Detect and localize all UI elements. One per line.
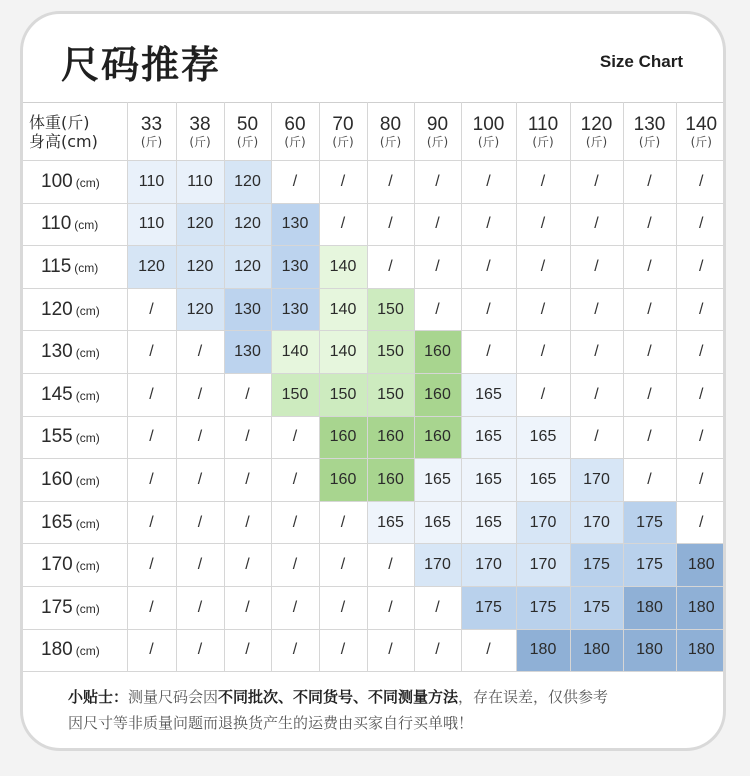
empty-size-cell: / (127, 501, 176, 544)
height-unit: (cm) (75, 346, 100, 361)
table-row (23, 586, 726, 629)
empty-size-cell: / (414, 288, 461, 331)
empty-size-cell: / (176, 373, 224, 416)
size-cell: 165 (414, 459, 461, 502)
weight-value: 80 (379, 113, 402, 135)
empty-size-cell: / (176, 459, 224, 502)
height-unit: (cm) (75, 601, 100, 616)
empty-size-cell: / (271, 501, 319, 544)
size-cell: 175 (461, 586, 516, 629)
empty-size-cell: / (676, 246, 726, 289)
size-cell: 165 (414, 501, 461, 544)
empty-size-cell: / (319, 501, 367, 544)
empty-size-cell: / (271, 629, 319, 672)
height-header-cell (23, 501, 127, 544)
size-cell: 130 (224, 288, 271, 331)
size-cell: 130 (271, 288, 319, 331)
size-cell: 160 (367, 459, 414, 502)
size-cell: 160 (367, 416, 414, 459)
size-cell: 120 (176, 203, 224, 246)
empty-size-cell: / (676, 203, 726, 246)
empty-size-cell: / (570, 416, 623, 459)
tips-lead: 小贴士： (68, 688, 129, 706)
weight-value: 33 (140, 113, 163, 135)
corner-header (23, 103, 127, 161)
empty-size-cell: / (176, 544, 224, 587)
empty-size-cell: / (516, 161, 570, 204)
size-cell: 150 (271, 373, 319, 416)
empty-size-cell: / (623, 373, 676, 416)
weight-unit: (斤) (236, 134, 259, 149)
weight-header-cell (271, 103, 319, 161)
empty-size-cell: / (367, 629, 414, 672)
size-chart-card (20, 11, 726, 751)
empty-size-cell: / (319, 629, 367, 672)
size-cell: 150 (367, 331, 414, 374)
empty-size-cell: / (367, 586, 414, 629)
tips-note (68, 684, 698, 736)
empty-size-cell: / (127, 544, 176, 587)
empty-size-cell: / (516, 331, 570, 374)
size-cell: 150 (319, 373, 367, 416)
weight-unit: (斤) (284, 134, 306, 149)
empty-size-cell: / (623, 246, 676, 289)
empty-size-cell: / (676, 459, 726, 502)
empty-size-cell: / (176, 501, 224, 544)
height-header-cell (23, 161, 127, 204)
height-value: 120 (41, 298, 73, 320)
height-axis-label: 身高(cm) (29, 131, 98, 151)
weight-unit: (斤) (140, 134, 163, 149)
size-cell: 110 (127, 203, 176, 246)
size-cell: 180 (623, 629, 676, 672)
empty-size-cell: / (676, 373, 726, 416)
size-cell: 180 (676, 629, 726, 672)
weight-value: 120 (580, 113, 613, 135)
weight-header-cell (319, 103, 367, 161)
empty-size-cell: / (623, 416, 676, 459)
empty-size-cell: / (461, 288, 516, 331)
empty-size-cell: / (319, 586, 367, 629)
empty-size-cell: / (570, 246, 623, 289)
height-value: 130 (41, 341, 73, 363)
height-header-cell (23, 331, 127, 374)
height-unit: (cm) (75, 388, 100, 403)
size-cell: 160 (414, 416, 461, 459)
height-value: 175 (41, 596, 73, 618)
empty-size-cell: / (224, 629, 271, 672)
page-title: 尺码推荐 (61, 43, 222, 87)
size-cell: 150 (367, 288, 414, 331)
empty-size-cell: / (319, 544, 367, 587)
empty-size-cell: / (676, 501, 726, 544)
empty-size-cell: / (271, 544, 319, 587)
height-value: 165 (41, 511, 73, 533)
empty-size-cell: / (224, 373, 271, 416)
size-cell: 130 (271, 246, 319, 289)
table-row (23, 373, 726, 416)
weight-header-cell (224, 103, 271, 161)
empty-size-cell: / (461, 629, 516, 672)
tips-text-1: 测量尺码会因 (128, 688, 219, 706)
height-header-cell (23, 459, 127, 502)
size-cell: 120 (224, 246, 271, 289)
empty-size-cell: / (570, 373, 623, 416)
empty-size-cell: / (127, 373, 176, 416)
empty-size-cell: / (461, 331, 516, 374)
empty-size-cell: / (224, 586, 271, 629)
size-cell: 120 (176, 288, 224, 331)
height-header-cell (23, 373, 127, 416)
size-cell: 140 (319, 331, 367, 374)
empty-size-cell: / (570, 161, 623, 204)
weight-value: 110 (527, 113, 559, 135)
empty-size-cell: / (319, 203, 367, 246)
height-value: 180 (41, 639, 73, 661)
empty-size-cell: / (516, 246, 570, 289)
height-header-cell (23, 586, 127, 629)
height-header-cell (23, 246, 127, 289)
height-header-cell (23, 544, 127, 587)
empty-size-cell: / (224, 416, 271, 459)
height-value: 155 (41, 426, 73, 448)
empty-size-cell: / (623, 459, 676, 502)
table-row (23, 288, 726, 331)
size-cell: 130 (271, 203, 319, 246)
empty-size-cell: / (414, 203, 461, 246)
size-table (23, 102, 726, 672)
weight-header-cell (570, 103, 623, 161)
size-cell: 175 (623, 501, 676, 544)
table-row (23, 416, 726, 459)
empty-size-cell: / (676, 161, 726, 204)
height-value: 115 (41, 255, 72, 277)
weight-value: 60 (284, 113, 306, 135)
weight-unit: (斤) (379, 134, 402, 149)
size-cell: 160 (414, 331, 461, 374)
empty-size-cell: / (623, 161, 676, 204)
weight-header-cell (461, 103, 516, 161)
empty-size-cell: / (461, 246, 516, 289)
empty-size-cell: / (461, 203, 516, 246)
height-unit: (cm) (74, 218, 99, 233)
height-value: 160 (41, 468, 73, 490)
weight-value: 70 (332, 113, 354, 135)
weight-unit: (斤) (477, 134, 500, 149)
weight-header-cell (176, 103, 224, 161)
size-cell: 170 (570, 501, 623, 544)
empty-size-cell: / (224, 501, 271, 544)
empty-size-cell: / (623, 203, 676, 246)
weight-value: 50 (236, 113, 259, 135)
weight-header-cell (367, 103, 414, 161)
table-row (23, 331, 726, 374)
weight-unit: (斤) (189, 134, 211, 149)
weight-value: 140 (685, 113, 718, 135)
height-value: 170 (41, 554, 73, 576)
page-subtitle: Size Chart (599, 52, 683, 71)
table-row (23, 161, 726, 204)
weight-unit: (斤) (332, 134, 354, 149)
size-cell: 140 (319, 288, 367, 331)
weight-unit: (斤) (638, 134, 661, 149)
height-header-cell (23, 629, 127, 672)
height-value: 110 (41, 213, 72, 235)
height-unit: (cm) (74, 260, 99, 275)
weight-value: 90 (426, 113, 449, 135)
empty-size-cell: / (127, 629, 176, 672)
empty-size-cell: / (127, 288, 176, 331)
height-header-cell (23, 288, 127, 331)
weight-unit: (斤) (532, 134, 554, 149)
empty-size-cell: / (461, 161, 516, 204)
size-cell: 170 (570, 459, 623, 502)
empty-size-cell: / (127, 331, 176, 374)
size-cell: 120 (176, 246, 224, 289)
empty-size-cell: / (623, 288, 676, 331)
tips-text-2: ，存在误差，仅供参考 (458, 688, 609, 706)
empty-size-cell: / (176, 586, 224, 629)
size-cell: 175 (623, 544, 676, 587)
empty-size-cell: / (271, 416, 319, 459)
empty-size-cell: / (570, 331, 623, 374)
tips-emphasis: 不同批次、不同货号、不同测量方法 (218, 688, 459, 706)
empty-size-cell: / (127, 586, 176, 629)
empty-size-cell: / (127, 416, 176, 459)
weight-header-cell (414, 103, 461, 161)
weight-header-cell (516, 103, 570, 161)
table-row (23, 629, 726, 672)
table-row (23, 203, 726, 246)
tips-text-3: 因尺寸等非质量问题而退换货产生的运费由买家自行买单哦！ (68, 714, 474, 732)
size-cell: 165 (461, 459, 516, 502)
size-cell: 120 (224, 161, 271, 204)
size-cell: 130 (224, 331, 271, 374)
size-cell: 165 (516, 459, 570, 502)
size-cell: 175 (570, 586, 623, 629)
empty-size-cell: / (176, 629, 224, 672)
size-cell: 180 (516, 629, 570, 672)
size-cell: 160 (319, 459, 367, 502)
height-header-cell (23, 203, 127, 246)
empty-size-cell: / (127, 459, 176, 502)
weight-axis-label: 体重(斤) (29, 112, 90, 132)
weight-value: 38 (189, 113, 211, 135)
empty-size-cell: / (367, 544, 414, 587)
empty-size-cell: / (271, 161, 319, 204)
size-cell: 160 (319, 416, 367, 459)
size-cell: 175 (516, 586, 570, 629)
weight-unit: (斤) (585, 134, 608, 149)
size-cell: 165 (516, 416, 570, 459)
empty-size-cell: / (516, 288, 570, 331)
height-unit: (cm) (75, 559, 100, 574)
weight-header-cell (676, 103, 726, 161)
size-cell: 165 (461, 501, 516, 544)
height-unit: (cm) (75, 516, 100, 531)
empty-size-cell: / (676, 331, 726, 374)
weight-value: 100 (472, 113, 505, 135)
height-unit: (cm) (75, 303, 100, 318)
size-cell: 170 (516, 501, 570, 544)
size-cell: 165 (461, 416, 516, 459)
size-cell: 170 (516, 544, 570, 587)
size-cell: 180 (676, 586, 726, 629)
empty-size-cell: / (319, 161, 367, 204)
empty-size-cell: / (676, 288, 726, 331)
size-cell: 150 (367, 373, 414, 416)
empty-size-cell: / (271, 586, 319, 629)
size-cell: 120 (224, 203, 271, 246)
empty-size-cell: / (367, 246, 414, 289)
height-header-cell (23, 416, 127, 459)
size-cell: 180 (570, 629, 623, 672)
empty-size-cell: / (676, 416, 726, 459)
empty-size-cell: / (271, 459, 319, 502)
height-unit: (cm) (75, 431, 100, 446)
size-cell: 110 (176, 161, 224, 204)
size-cell: 170 (414, 544, 461, 587)
weight-header-cell (127, 103, 176, 161)
size-cell: 180 (623, 586, 676, 629)
empty-size-cell: / (414, 161, 461, 204)
weight-unit: (斤) (690, 134, 712, 149)
empty-size-cell: / (224, 459, 271, 502)
size-cell: 165 (461, 373, 516, 416)
empty-size-cell: / (623, 331, 676, 374)
size-cell: 140 (319, 246, 367, 289)
empty-size-cell: / (516, 203, 570, 246)
size-cell: 180 (676, 544, 726, 587)
weight-header-cell (623, 103, 676, 161)
table-row (23, 246, 726, 289)
empty-size-cell: / (367, 203, 414, 246)
empty-size-cell: / (176, 416, 224, 459)
height-value: 145 (41, 383, 73, 405)
empty-size-cell: / (570, 288, 623, 331)
empty-size-cell: / (570, 203, 623, 246)
height-value: 100 (41, 170, 73, 192)
empty-size-cell: / (224, 544, 271, 587)
size-cell: 120 (127, 246, 176, 289)
empty-size-cell: / (367, 161, 414, 204)
weight-unit: (斤) (426, 134, 449, 149)
table-row (23, 459, 726, 502)
weight-header-row (23, 103, 726, 161)
size-cell: 165 (367, 501, 414, 544)
size-cell: 140 (271, 331, 319, 374)
table-row (23, 544, 726, 587)
empty-size-cell: / (414, 586, 461, 629)
empty-size-cell: / (516, 373, 570, 416)
height-unit: (cm) (75, 473, 100, 488)
empty-size-cell: / (414, 629, 461, 672)
empty-size-cell: / (414, 246, 461, 289)
size-cell: 175 (570, 544, 623, 587)
height-unit: (cm) (75, 644, 100, 659)
size-cell: 160 (414, 373, 461, 416)
table-row (23, 501, 726, 544)
size-cell: 110 (127, 161, 176, 204)
weight-value: 130 (633, 113, 666, 135)
size-cell: 170 (461, 544, 516, 587)
empty-size-cell: / (176, 331, 224, 374)
height-unit: (cm) (75, 175, 100, 190)
